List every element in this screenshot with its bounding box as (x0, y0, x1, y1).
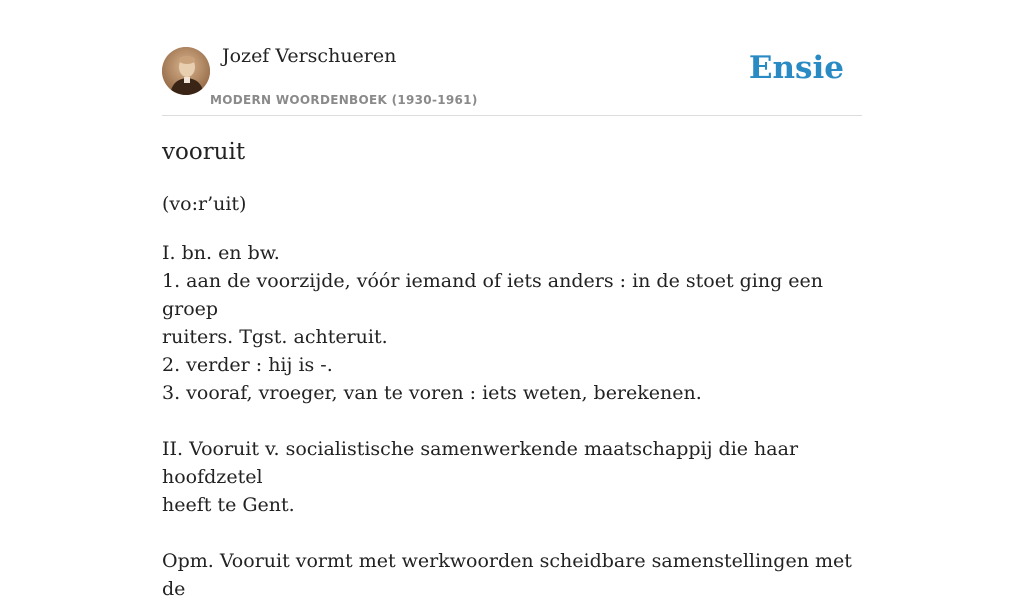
page-container (162, 0, 862, 600)
definition-line (162, 519, 862, 547)
source-label[interactable]: MODERN WOORDENBOEK (1930-1961) (210, 93, 478, 107)
definition-line: ruiters. Tgst. achteruit. (162, 326, 388, 348)
definition-line (162, 407, 862, 435)
definition-line: Opm. Vooruit vormt met werkwoorden scheidbare samenstellingen met de (162, 550, 852, 600)
author-name[interactable]: Jozef Verschueren (222, 45, 397, 67)
definition-line: 2. verder : hij is -. (162, 354, 333, 376)
definition-line: 3. vooraf, vroeger, van te voren : iets weten, berekenen. (162, 382, 702, 404)
pronunciation: (vo:r’uit) (162, 193, 247, 215)
entry-title: vooruit (162, 139, 246, 165)
definition-line: 1. aan de voorzijde, vóór iemand of iets anders : in de stoet ging een groep (162, 270, 824, 320)
definition-body (162, 239, 862, 603)
definition-line: I. bn. en bw. (162, 242, 280, 264)
header (162, 0, 862, 116)
definition-line: II. Vooruit v. socialistische samenwerkende maatschappij die haar hoofdzetel (162, 438, 799, 488)
portrait-icon (162, 47, 210, 95)
author-avatar[interactable] (162, 47, 210, 95)
ensie-logo-link[interactable]: Ensie (748, 50, 844, 86)
definition-line: heeft te Gent. (162, 494, 295, 516)
